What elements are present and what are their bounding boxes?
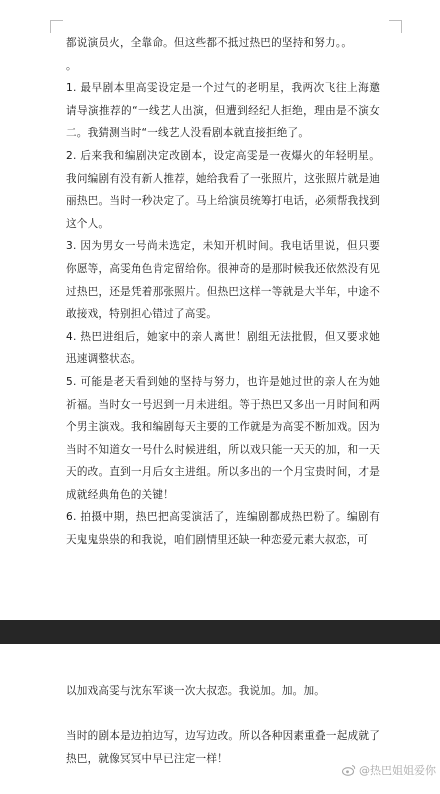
point-3-paragraph: 3. 因为男女一号尚未选定，未知开机时间。我电话里说，但只要你愿等，高雯角色肯定留给你。很神奇的是那时候我还依然没有见过热巴，还是凭着那张照片。但热巴这样一等就是大半年，中途不敢接戏，特别担心错过了高雯。 xyxy=(66,240,380,321)
stray-mark-paragraph: 。 xyxy=(66,59,77,72)
point-6-paragraph: 6. 拍摄中期，热巴把高雯演活了，连编剧都成热巴粉了。编剧有天鬼鬼祟祟的和我说，咱们剧情里还缺一种恋爱元素大叔恋，可 xyxy=(66,511,380,547)
page-separator xyxy=(0,620,440,644)
continuation-paragraph: 以加戏高雯与沈东军谈一次大叔恋。我说加。加。加。 xyxy=(66,685,326,697)
crop-mark-top-right xyxy=(389,20,402,33)
document-page-2 xyxy=(0,644,440,794)
point-1-paragraph: 1. 最早剧本里高雯设定是一个过气的老明星，我两次飞往上海邀请导演推荐的“一线艺人出演，但遭到经纪人拒绝，理由是不演女二。我猜测当时“一线艺人没看剧本就直接拒绝了。 xyxy=(66,82,380,140)
blank-line xyxy=(66,703,380,726)
crop-mark-top-left xyxy=(50,20,63,33)
weibo-icon xyxy=(342,764,356,776)
closing-paragraph: 当时的剧本是边拍边写，边写边改。所以各种因素重叠一起成就了热巴，就像冥冥中早已注定一样！ xyxy=(66,730,380,765)
intro-paragraph: 都说演员火，全靠命。但这些都不抵过热巴的坚持和努力。。 xyxy=(66,37,353,49)
watermark-text: @热巴姐姐爱你 xyxy=(359,764,436,777)
point-4-paragraph: 4. 热巴进组后，她家中的亲人离世！剧组无法批假，但又要求她迅速调整状态。 xyxy=(66,330,380,366)
point-5-paragraph: 5. 可能是老天看到她的坚持与努力，也许是她过世的亲人在为她祈福。当时女一号迟到一月未进组。等于热巴又多出一月时间和两个男主演戏。我和编剧每天主要的工作就是为高雯不断加戏。因为当时不知道女一号什么时候进组，所以戏只能一天天的加，和一天天的改。直到一月后女主进组。所以多出的一个月宝贵时间，才是成就经典角色的关键！ xyxy=(66,375,380,501)
watermark xyxy=(342,762,436,778)
point-2-paragraph: 2. 后来我和编剧决定改剧本，设定高雯是一夜爆火的年轻明星。我问编剧有没有新人推荐，她给我看了一张照片，这张照片就是迪丽热巴。当时一秒决定了。马上给演员统筹打电话，必须帮我找到这个人。 xyxy=(66,149,380,230)
